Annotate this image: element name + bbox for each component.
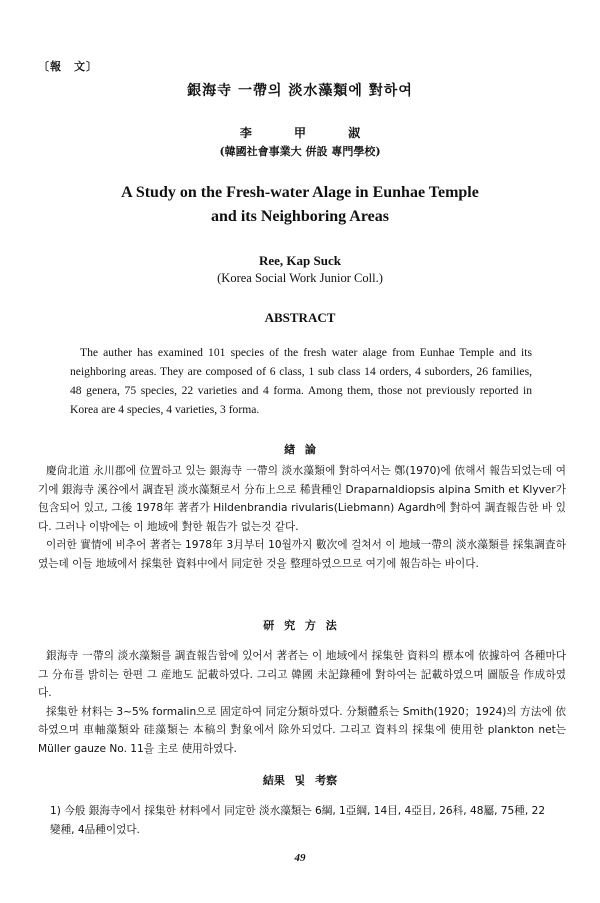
- korean-title: 銀海寺 一帶의 淡水藻類에 對하여: [187, 83, 413, 99]
- introduction-heading: 緖 論: [284, 443, 316, 456]
- methods-paragraph-2: 採集한 材料는 3~5% formalin으로 固定하여 同定分類하였다. 分類體系는 Smith(1920；1924)의 方法에 依하였으며 車軸藻類와 硅藻類는 本稿의 對象에서 除外되었다. 그리고 資料의 採集에 使用한 plankton net는 Müller gauze No. 11을 主로 使用하였다.: [38, 705, 566, 755]
- english-affiliation: (Korea Social Work Junior Coll.): [217, 271, 383, 285]
- korean-affiliation: (韓國社會事業大 倂設 專門學校): [219, 145, 381, 158]
- results-item-1: 1) 今般 銀海寺에서 採集한 材料에서 同定한 淡水藻類는 6綱, 1亞綱, 14目, 4亞目, 26科, 48屬, 75種, 22變種, 4品種이었다.: [50, 805, 546, 836]
- english-title-line2: and its Neighboring Areas: [211, 208, 389, 225]
- article-type-tag: 〔報 文〕: [38, 60, 98, 73]
- methods-body: [38, 647, 566, 759]
- introduction-paragraph-2: 이러한 實情에 비추어 著者는 1978年 3月부터 10월까지 數次에 걸쳐서 이 地域一帶의 淡水藻類를 採集調査하였는데 이들 地域에서 採集한 資料中에서 同定한 것을 整理하였으므로 여기에 報告하는 바이다.: [38, 539, 566, 570]
- page-number: 49: [294, 852, 306, 864]
- abstract-body: [70, 343, 532, 419]
- english-title-line1: A Study on the Fresh-water Alage in Eunhae Temple: [121, 184, 479, 201]
- abstract-text: The auther has examined 101 species of the fresh water alage from Eunhae Temple and its neighboring areas. They are composed of 6 class, 1 sub class 14 orders, 4 suborders, 26 families, 48 genera, 75 species, 22 varieties and 4 forma. Among them, those not previously reported in Korea are 4 species, 4 varieties, 3 forma.: [70, 346, 532, 416]
- results-heading: 結果 및 考察: [262, 774, 338, 787]
- methods-heading: 研 究 方 法: [263, 619, 337, 632]
- introduction-body: [38, 462, 566, 574]
- english-author: Ree, Kap Suck: [259, 253, 341, 268]
- introduction-paragraph-1: 慶尙北道 永川郡에 位置하고 있는 銀海寺 一帶의 淡水藻類에 對하여서는 鄭(1970)에 依해서 報告되었는데 여기에 銀海寺 溪谷에서 調査된 淡水藻類로서 分布上으로 稀貴種인 Draparnaldiopsis alpina Smith et Klyver가 包含되어 있고, 그後 1978年 著者가 Hildenbrandia rivularis(Liebmann) Agardh에 對하여 調査報告한 바 있다. 그러나 이밖에는 이 地域에 對한 報告가 없는것 같다.: [38, 465, 566, 533]
- abstract-heading: ABSTRACT: [264, 310, 336, 325]
- methods-paragraph-1: 銀海寺 一帶의 淡水藻類를 調査報告함에 있어서 著者는 이 地域에서 採集한 資料의 標本에 依據하여 各種마다 그 分布를 밝히는 한편 그 産地도 記載하였다. 그리고 韓國 未記錄種에 對하여는 記載하였으며 圖版을 作成하였다.: [38, 650, 567, 700]
- english-title: [0, 181, 600, 229]
- korean-author: 李 甲 淑: [239, 126, 361, 140]
- results-body: [50, 802, 550, 839]
